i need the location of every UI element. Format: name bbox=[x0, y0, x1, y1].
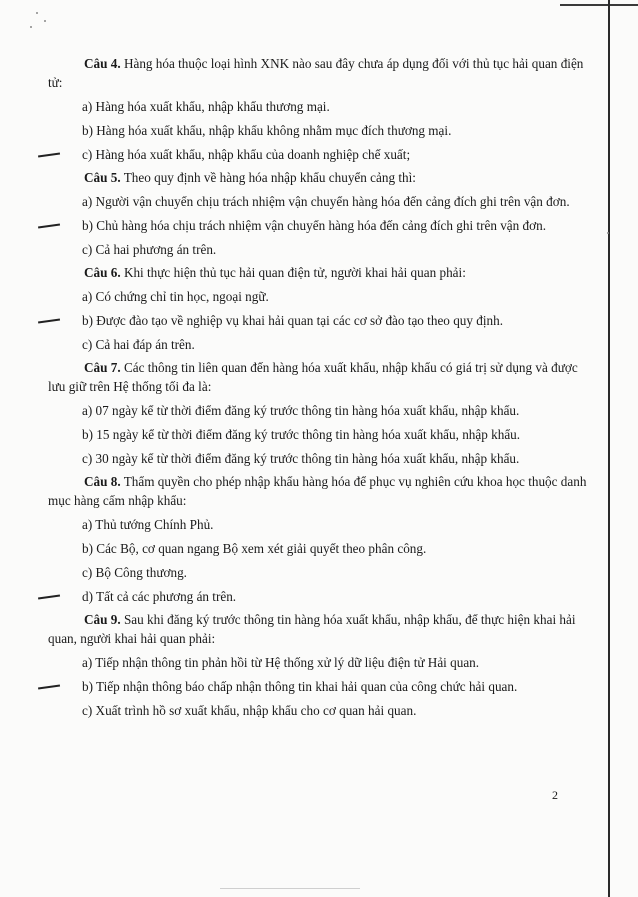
question-text: Sau khi đăng ký trước thông tin hàng hóa xuất khẩu, nhập khẩu, để thực hiện khai hải quan, người khai hải quan phải: bbox=[48, 612, 576, 646]
scan-speck bbox=[36, 12, 38, 14]
option: c) Cả hai đáp án trên. bbox=[82, 337, 195, 352]
question-number: Câu 5. bbox=[84, 170, 121, 185]
question-number: Câu 9. bbox=[84, 612, 121, 627]
option: c) Xuất trình hồ sơ xuất khẩu, nhập khẩu cho cơ quan hải quan. bbox=[82, 703, 417, 718]
question-4 bbox=[48, 54, 593, 92]
question-text: Hàng hóa thuộc loại hình XNK nào sau đây chưa áp dụng đối với thủ tục hải quan điện tử: bbox=[48, 56, 584, 90]
question-text: Theo quy định về hàng hóa nhập khẩu chuyển cảng thì: bbox=[123, 170, 416, 185]
option: c) Bộ Công thương. bbox=[82, 565, 187, 580]
question-number: Câu 4. bbox=[84, 56, 121, 71]
option: a) Người vận chuyển chịu trách nhiệm vận chuyển hàng hóa đến cảng đích ghi trên vận đơn. bbox=[82, 194, 570, 209]
option: a) Hàng hóa xuất khẩu, nhập khẩu thương mại. bbox=[82, 99, 330, 114]
option-marked: b) Chủ hàng hóa chịu trách nhiệm vận chuyển hàng hóa đến cảng đích ghi trên vận đơn. bbox=[48, 216, 593, 235]
option-marked: b) Được đào tạo về nghiệp vụ khai hải quan tại các cơ sở đào tạo theo quy định. bbox=[48, 311, 593, 330]
scan-edge-top bbox=[560, 4, 638, 6]
option-marked: c) Hàng hóa xuất khẩu, nhập khẩu của doanh nghiệp chế xuất; bbox=[48, 145, 593, 164]
option: c) 30 ngày kể từ thời điểm đăng ký trước thông tin hàng hóa xuất khẩu, nhập khẩu. bbox=[82, 451, 520, 466]
question-7 bbox=[48, 358, 593, 396]
question-5 bbox=[48, 168, 593, 187]
scan-speck bbox=[44, 20, 46, 22]
question-9 bbox=[48, 610, 593, 648]
question-number: Câu 6. bbox=[84, 265, 121, 280]
scan-speck bbox=[607, 232, 609, 234]
option: c) Cả hai phương án trên. bbox=[82, 242, 217, 257]
option: b) Các Bộ, cơ quan ngang Bộ xem xét giải quyết theo phân công. bbox=[82, 541, 427, 556]
option: b) 15 ngày kể từ thời điểm đăng ký trước thông tin hàng hóa xuất khẩu, nhập khẩu. bbox=[82, 427, 521, 442]
question-text: Thẩm quyền cho phép nhập khẩu hàng hóa để phục vụ nghiên cứu khoa học thuộc danh mục hàng cấm nhập khẩu: bbox=[48, 474, 587, 508]
question-text: Các thông tin liên quan đến hàng hóa xuất khẩu, nhập khẩu có giá trị sử dụng và được lưu giữ trên Hệ thống tối đa là: bbox=[48, 360, 578, 394]
option: a) 07 ngày kể từ thời điểm đăng ký trước thông tin hàng hóa xuất khẩu, nhập khẩu. bbox=[82, 403, 520, 418]
option: b) Hàng hóa xuất khẩu, nhập khẩu không nhằm mục đích thương mại. bbox=[82, 123, 452, 138]
option: a) Có chứng chỉ tin học, ngoại ngữ. bbox=[82, 289, 269, 304]
question-number: Câu 7. bbox=[84, 360, 121, 375]
scan-edge-right bbox=[608, 0, 610, 897]
scan-edge-bottom bbox=[220, 888, 360, 889]
question-number: Câu 8. bbox=[84, 474, 121, 489]
question-8 bbox=[48, 472, 593, 510]
question-text: Khi thực hiện thủ tục hải quan điện tử, người khai hải quan phải: bbox=[123, 265, 466, 280]
question-list bbox=[48, 50, 593, 720]
scan-speck bbox=[30, 26, 32, 28]
option: a) Thủ tướng Chính Phủ. bbox=[82, 517, 214, 532]
page-number: 2 bbox=[552, 788, 558, 802]
option: a) Tiếp nhận thông tin phản hồi từ Hệ thống xử lý dữ liệu điện tử Hải quan. bbox=[82, 655, 480, 670]
option-marked: b) Tiếp nhận thông báo chấp nhận thông tin khai hải quan của công chức hải quan. bbox=[48, 677, 593, 696]
option-marked: d) Tất cả các phương án trên. bbox=[48, 587, 593, 606]
question-6 bbox=[48, 263, 593, 282]
